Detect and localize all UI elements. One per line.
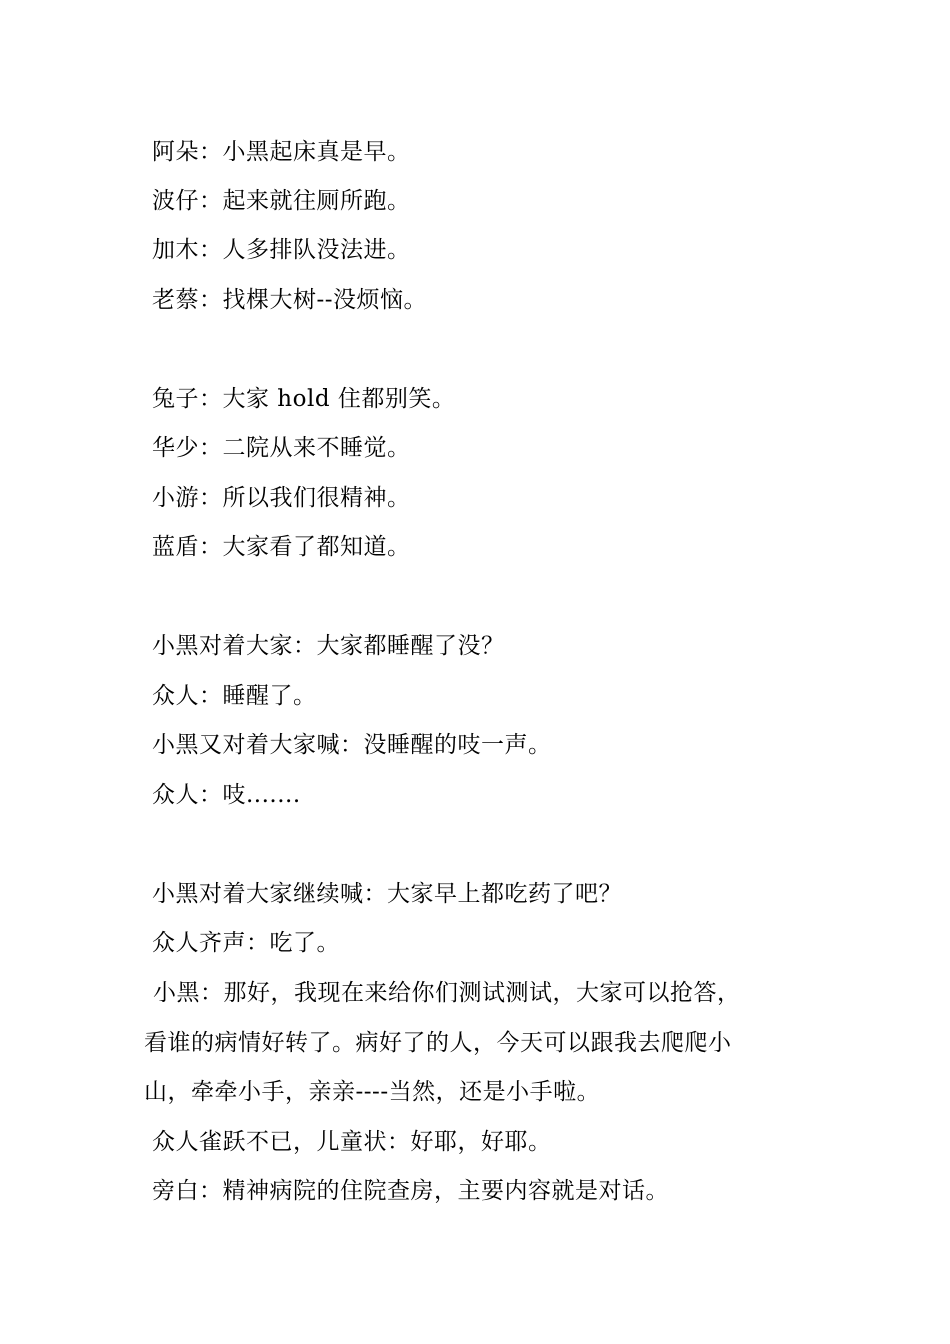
dialogue-line: 小黑又对着大家喊：没睡醒的吱一声。 — [152, 732, 552, 758]
dialogue-line: 众人：睡醒了。 — [152, 683, 317, 709]
dialogue-line: 波仔：起来就往厕所跑。 — [152, 188, 411, 214]
dialogue-line: 旁白：精神病院的住院查房，主要内容就是对话。 — [152, 1178, 669, 1204]
dialogue-line: 蓝盾：大家看了都知道。 — [152, 534, 411, 560]
dialogue-line: 山，牵牵小手，亲亲----当然，还是小手啦。 — [144, 1079, 601, 1105]
dialogue-line: 华少：二院从来不睡觉。 — [152, 435, 411, 461]
dialogue-line: 小游：所以我们很精神。 — [152, 485, 411, 511]
dialogue-line: 小黑对着大家继续喊：大家早上都吃药了吧？ — [152, 881, 622, 907]
dialogue-line: 加木：人多排队没法进。 — [152, 237, 411, 263]
dialogue-line: 众人：吱....... — [152, 782, 301, 808]
dialogue-line: 阿朵：小黑起床真是早。 — [152, 139, 411, 165]
dialogue-line: 众人齐声：吃了。 — [152, 930, 340, 956]
dialogue-line: 小黑：那好，我现在来给你们测试测试，大家可以抢答， — [153, 980, 741, 1006]
dialogue-line: 老蔡：找棵大树--没烦恼。 — [152, 287, 428, 313]
dialogue-line: 看谁的病情好转了。病好了的人，今天可以跟我去爬爬小 — [144, 1030, 732, 1056]
dialogue-line: 众人雀跃不已，儿童状：好耶，好耶。 — [152, 1129, 552, 1155]
dialogue-line: 小黑对着大家：大家都睡醒了没？ — [152, 633, 505, 659]
dialogue-line: 兔子：大家 hold 住都别笑。 — [152, 386, 456, 412]
